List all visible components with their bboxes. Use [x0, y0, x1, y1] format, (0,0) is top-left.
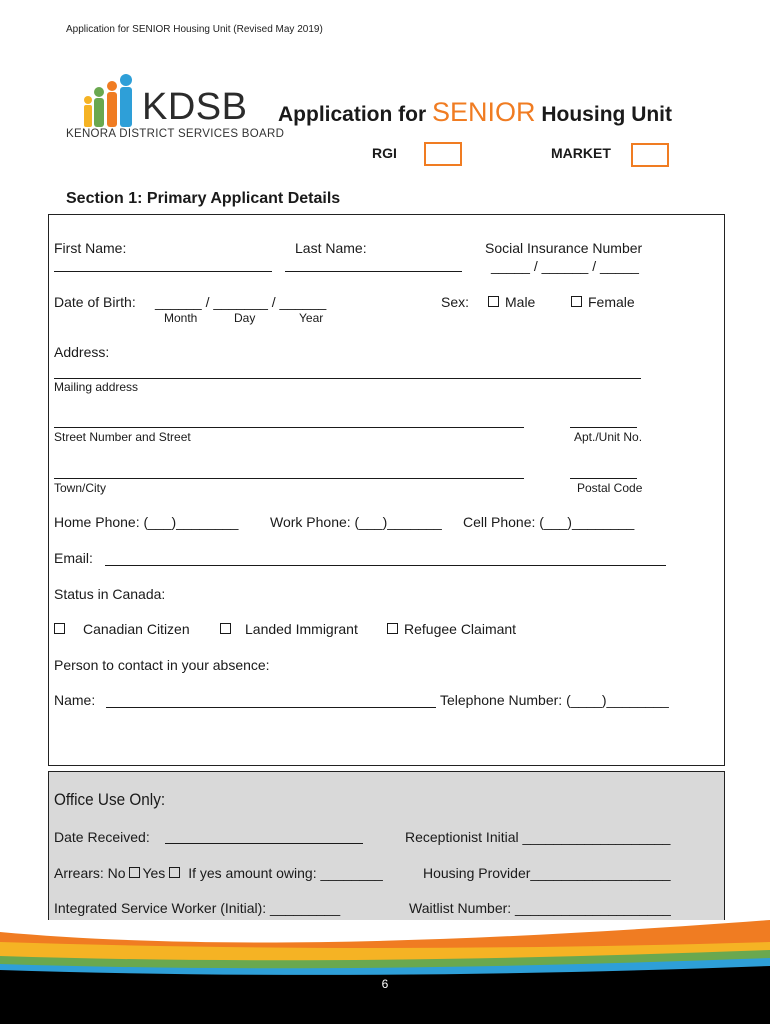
home-phone-field[interactable]: Home Phone: (___)________ [54, 514, 239, 530]
housing-provider-field[interactable]: Housing Provider__________________ [423, 865, 671, 881]
logo-subtitle: KENORA DISTRICT SERVICES BOARD [66, 128, 285, 140]
dob-day-label: Day [234, 311, 256, 325]
postal-field[interactable] [570, 478, 637, 479]
page-title: Application for SENIOR Housing Unit [278, 97, 673, 127]
mailing-address-label: Mailing address [54, 380, 139, 394]
checkbox-icon [169, 867, 180, 878]
dob-field[interactable]: ______ / _______ / ______ [155, 294, 327, 310]
cell-phone-field[interactable]: Cell Phone: (___)________ [463, 514, 635, 530]
sin-label: Social Insurance Number [485, 240, 643, 256]
email-field[interactable] [105, 565, 666, 566]
footer-swoosh [0, 920, 770, 1024]
rgi-checkbox[interactable] [424, 142, 462, 166]
checkbox-icon [571, 296, 582, 307]
first-name-field[interactable] [54, 271, 272, 272]
rgi-label: RGI [372, 145, 397, 161]
contact-label: Person to contact in your absence: [54, 657, 270, 673]
female-option[interactable]: Female [571, 294, 635, 310]
sin-field[interactable]: _____ / ______ / _____ [491, 258, 639, 274]
last-name-field[interactable] [285, 271, 462, 272]
contact-name-label: Name: [54, 692, 96, 708]
postal-label: Postal Code [577, 481, 643, 495]
landed-option[interactable]: Landed Immigrant [220, 621, 358, 637]
apt-field[interactable] [570, 427, 637, 428]
mailing-address-field[interactable] [54, 378, 641, 379]
refugee-option[interactable]: Refugee Claimant [387, 621, 516, 637]
isw-field[interactable]: Integrated Service Worker (Initial): _________ [54, 900, 341, 916]
apt-label: Apt./Unit No. [574, 430, 643, 444]
receptionist-field[interactable]: Receptionist Initial ___________________ [405, 829, 671, 845]
checkbox-icon [387, 623, 398, 634]
dob-year-label: Year [299, 311, 324, 325]
date-received-field[interactable] [165, 843, 363, 844]
dob-label: Date of Birth: [54, 294, 136, 310]
town-field[interactable] [54, 478, 524, 479]
male-option[interactable]: Male [488, 294, 535, 310]
work-phone-field[interactable]: Work Phone: (___)_______ [270, 514, 442, 530]
date-received-label: Date Received: [54, 829, 150, 845]
checkbox-icon [488, 296, 499, 307]
contact-name-field[interactable] [106, 707, 436, 708]
checkbox-icon [220, 623, 231, 634]
waitlist-field[interactable]: Waitlist Number: ____________________ [409, 900, 671, 916]
last-name-label: Last Name: [295, 240, 367, 256]
sex-label: Sex: [441, 294, 470, 310]
logo-text: KDSB [142, 86, 248, 128]
town-label: Town/City [54, 481, 107, 495]
citizen-option[interactable]: Canadian Citizen [54, 621, 190, 637]
section-title: Section 1: Primary Applicant Details [66, 190, 341, 207]
email-label: Email: [54, 550, 93, 566]
market-label: MARKET [551, 145, 611, 161]
address-label: Address: [54, 344, 110, 360]
checkbox-icon [54, 623, 65, 634]
page-number: 6 [381, 977, 389, 991]
header-note: Application for SENIOR Housing Unit (Revised May 2019) [66, 24, 323, 35]
street-field[interactable] [54, 427, 524, 428]
contact-telephone-field[interactable]: Telephone Number: (____)________ [440, 692, 669, 708]
market-checkbox[interactable] [631, 143, 669, 167]
status-label: Status in Canada: [54, 586, 166, 602]
dob-month-label: Month [164, 311, 198, 325]
street-label: Street Number and Street [54, 430, 191, 444]
checkbox-icon [129, 867, 140, 878]
first-name-label: First Name: [54, 240, 127, 256]
office-title: Office Use Only: [54, 790, 166, 809]
arrears-no-option[interactable]: Arrears: No Yes If yes amount owing: ________ [54, 865, 383, 881]
